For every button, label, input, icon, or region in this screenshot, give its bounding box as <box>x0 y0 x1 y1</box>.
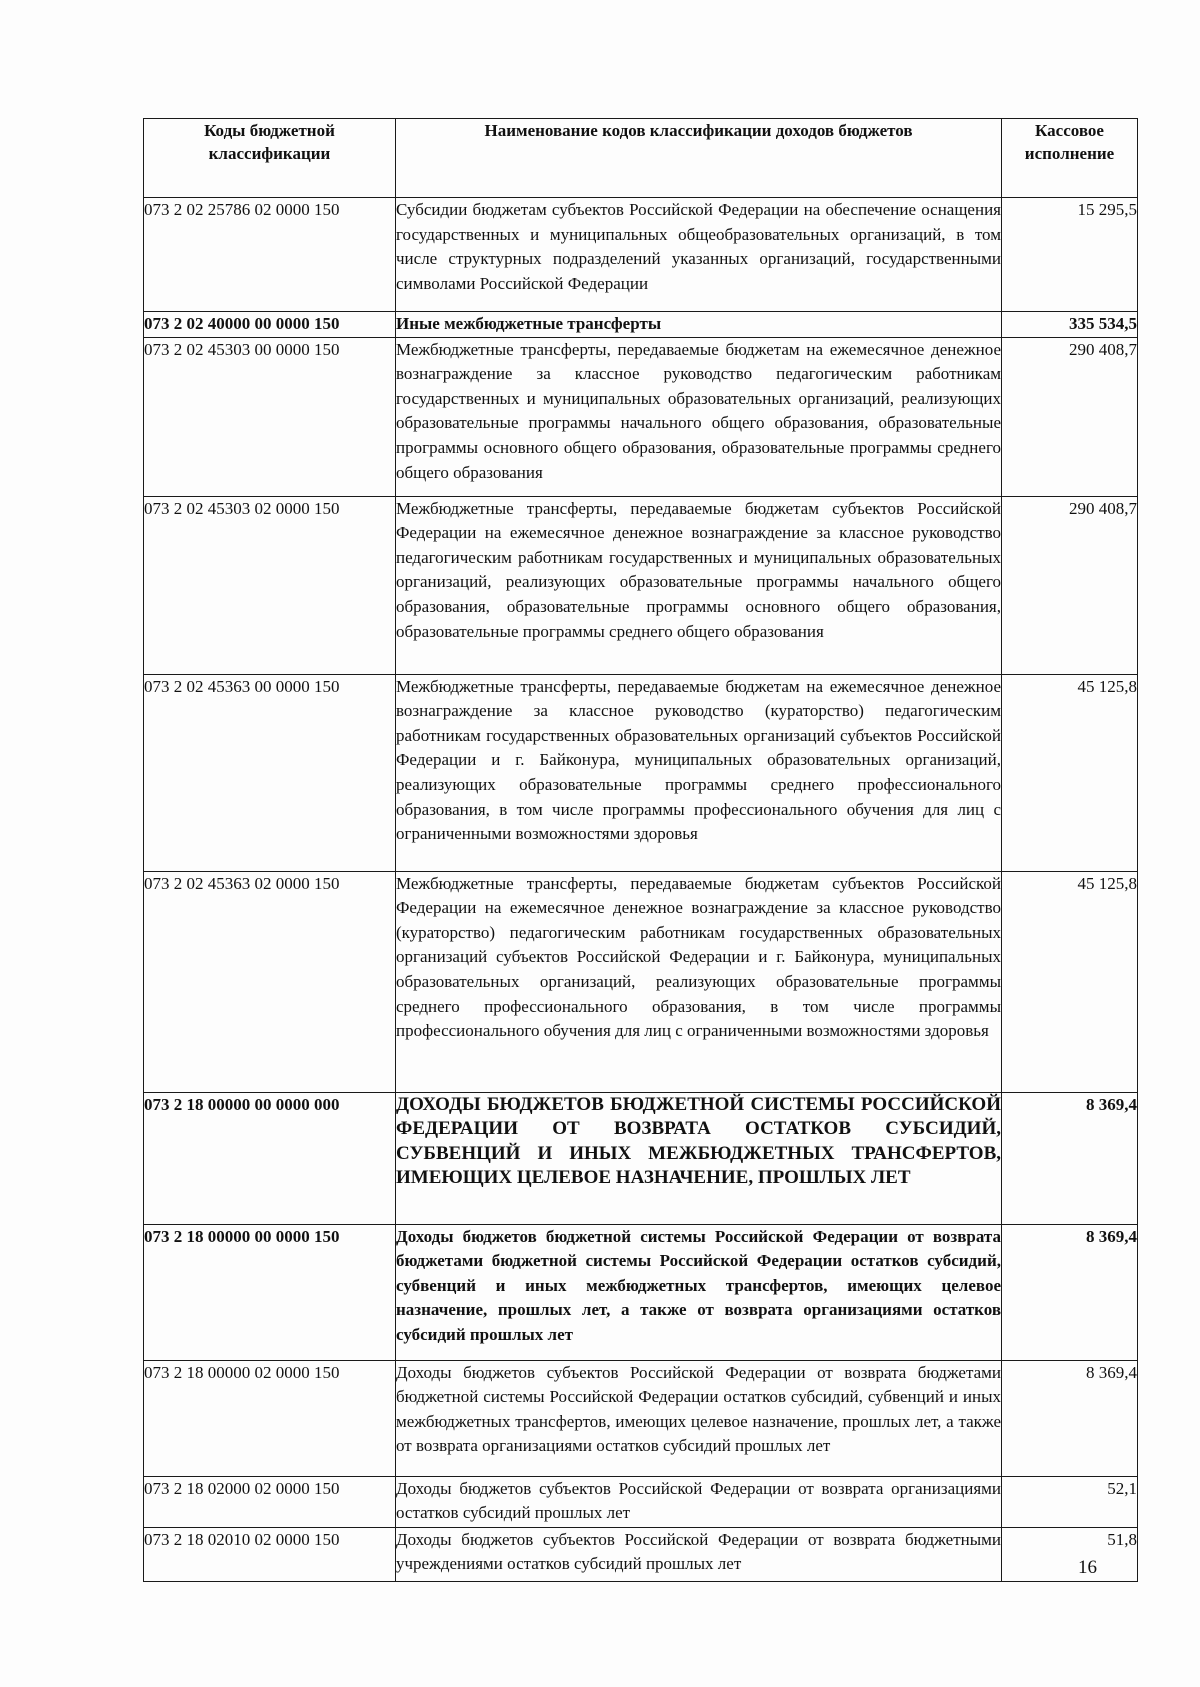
row-amount: 290 408,7 <box>1002 496 1138 674</box>
table-row <box>144 1092 1138 1224</box>
row-amount: 335 534,5 <box>1002 312 1138 338</box>
row-amount: 8 369,4 <box>1002 1224 1138 1360</box>
row-amount: 290 408,7 <box>1002 337 1138 496</box>
row-code: 073 2 02 45303 02 0000 150 <box>144 496 396 674</box>
row-name: Доходы бюджетов субъектов Российской Федерации от возврата бюджетными учреждениями остатков субсидий прошлых лет <box>396 1527 1002 1581</box>
row-name: Иные межбюджетные трансферты <box>396 312 1002 338</box>
row-amount: 8 369,4 <box>1002 1360 1138 1476</box>
table-row <box>144 1224 1138 1360</box>
row-code: 073 2 02 45303 00 0000 150 <box>144 337 396 496</box>
row-code: 073 2 18 02000 02 0000 150 <box>144 1476 396 1527</box>
header-name: Наименование кодов классификации доходов бюджетов <box>396 119 1002 198</box>
header-code: Коды бюджетной классификации <box>144 119 396 198</box>
table-row <box>144 198 1138 312</box>
budget-revenue-table <box>143 118 1138 1582</box>
row-name: Субсидии бюджетам субъектов Российской Федерации на обеспечение оснащения государственных и муниципальных общеобразовательных организаций, в том числе структурных подразделений указанных организаций, государственными символами Российской Федерации <box>396 198 1002 312</box>
row-amount: 51,8 <box>1002 1527 1138 1581</box>
row-name: Межбюджетные трансферты, передаваемые бюджетам на ежемесячное денежное вознаграждение за классное руководство педагогическим работникам государственных и муниципальных образовательных организаций, реализующих образовательные программы начального общего образования, образовательные программы основного общего образования, образовательные программы среднего общего образования <box>396 337 1002 496</box>
row-code: 073 2 18 00000 00 0000 000 <box>144 1092 396 1224</box>
table-row <box>144 1527 1138 1581</box>
page-number: 16 <box>1078 1557 1097 1578</box>
row-code: 073 2 18 00000 02 0000 150 <box>144 1360 396 1476</box>
row-code: 073 2 02 45363 00 0000 150 <box>144 674 396 871</box>
table-row <box>144 871 1138 1092</box>
table-row <box>144 337 1138 496</box>
row-code: 073 2 18 00000 00 0000 150 <box>144 1224 396 1360</box>
table-row <box>144 1360 1138 1476</box>
row-amount: 15 295,5 <box>1002 198 1138 312</box>
row-code: 073 2 02 45363 02 0000 150 <box>144 871 396 1092</box>
row-name: Межбюджетные трансферты, передаваемые бюджетам субъектов Российской Федерации на ежемесячное денежное вознаграждение за классное руководство педагогическим работникам государственных и муниципальных образовательных организаций, реализующих образовательные программы начального общего образования, образовательные программы основного общего образования, образовательные программы среднего общего образования <box>396 496 1002 674</box>
row-name: Доходы бюджетов субъектов Российской Федерации от возврата бюджетами бюджетной системы Российской Федерации остатков субсидий, субвенций и иных межбюджетных трансфертов, имеющих целевое назначение, прошлых лет, а также от возврата организациями остатков субсидий прошлых лет <box>396 1360 1002 1476</box>
table-row <box>144 1476 1138 1527</box>
table-header-row <box>144 119 1138 198</box>
header-amount: Кассовое исполнение <box>1002 119 1138 198</box>
table-row <box>144 312 1138 338</box>
table-row <box>144 496 1138 674</box>
row-name: ДОХОДЫ БЮДЖЕТОВ БЮДЖЕТНОЙ СИСТЕМЫ РОССИЙСКОЙ ФЕДЕРАЦИИ ОТ ВОЗВРАТА ОСТАТКОВ СУБСИДИЙ, СУБВЕНЦИЙ И ИНЫХ МЕЖБЮДЖЕТНЫХ ТРАНСФЕРТОВ, ИМЕЮЩИХ ЦЕЛЕВОЕ НАЗНАЧЕНИЕ, ПРОШЛЫХ ЛЕТ <box>396 1092 1002 1224</box>
row-code: 073 2 18 02010 02 0000 150 <box>144 1527 396 1581</box>
row-name: Межбюджетные трансферты, передаваемые бюджетам на ежемесячное денежное вознаграждение за классное руководство (кураторство) педагогическим работникам государственных образовательных организаций субъектов Российской Федерации и г. Байконура, муниципальных образовательных организаций, реализующих образовательные программы среднего профессионального образования, в том числе программы профессионального обучения для лиц с ограниченными возможностями здоровья <box>396 674 1002 871</box>
table-row <box>144 674 1138 871</box>
row-amount: 8 369,4 <box>1002 1092 1138 1224</box>
row-amount: 45 125,8 <box>1002 674 1138 871</box>
row-name: Доходы бюджетов субъектов Российской Федерации от возврата организациями остатков субсидий прошлых лет <box>396 1476 1002 1527</box>
row-code: 073 2 02 40000 00 0000 150 <box>144 312 396 338</box>
row-amount: 52,1 <box>1002 1476 1138 1527</box>
row-amount: 45 125,8 <box>1002 871 1138 1092</box>
row-code: 073 2 02 25786 02 0000 150 <box>144 198 396 312</box>
row-name: Доходы бюджетов бюджетной системы Российской Федерации от возврата бюджетами бюджетной системы Российской Федерации остатков субсидий, субвенций и иных межбюджетных трансфертов, имеющих целевое назначение, прошлых лет, а также от возврата организациями остатков субсидий прошлых лет <box>396 1224 1002 1360</box>
row-name: Межбюджетные трансферты, передаваемые бюджетам субъектов Российской Федерации на ежемесячное денежное вознаграждение за классное руководство (кураторство) педагогическим работникам государственных образовательных организаций субъектов Российской Федерации и г. Байконура, муниципальных образовательных организаций, реализующих образовательные программы среднего профессионального образования, в том числе программы профессионального обучения для лиц с ограниченными возможностями здоровья <box>396 871 1002 1092</box>
